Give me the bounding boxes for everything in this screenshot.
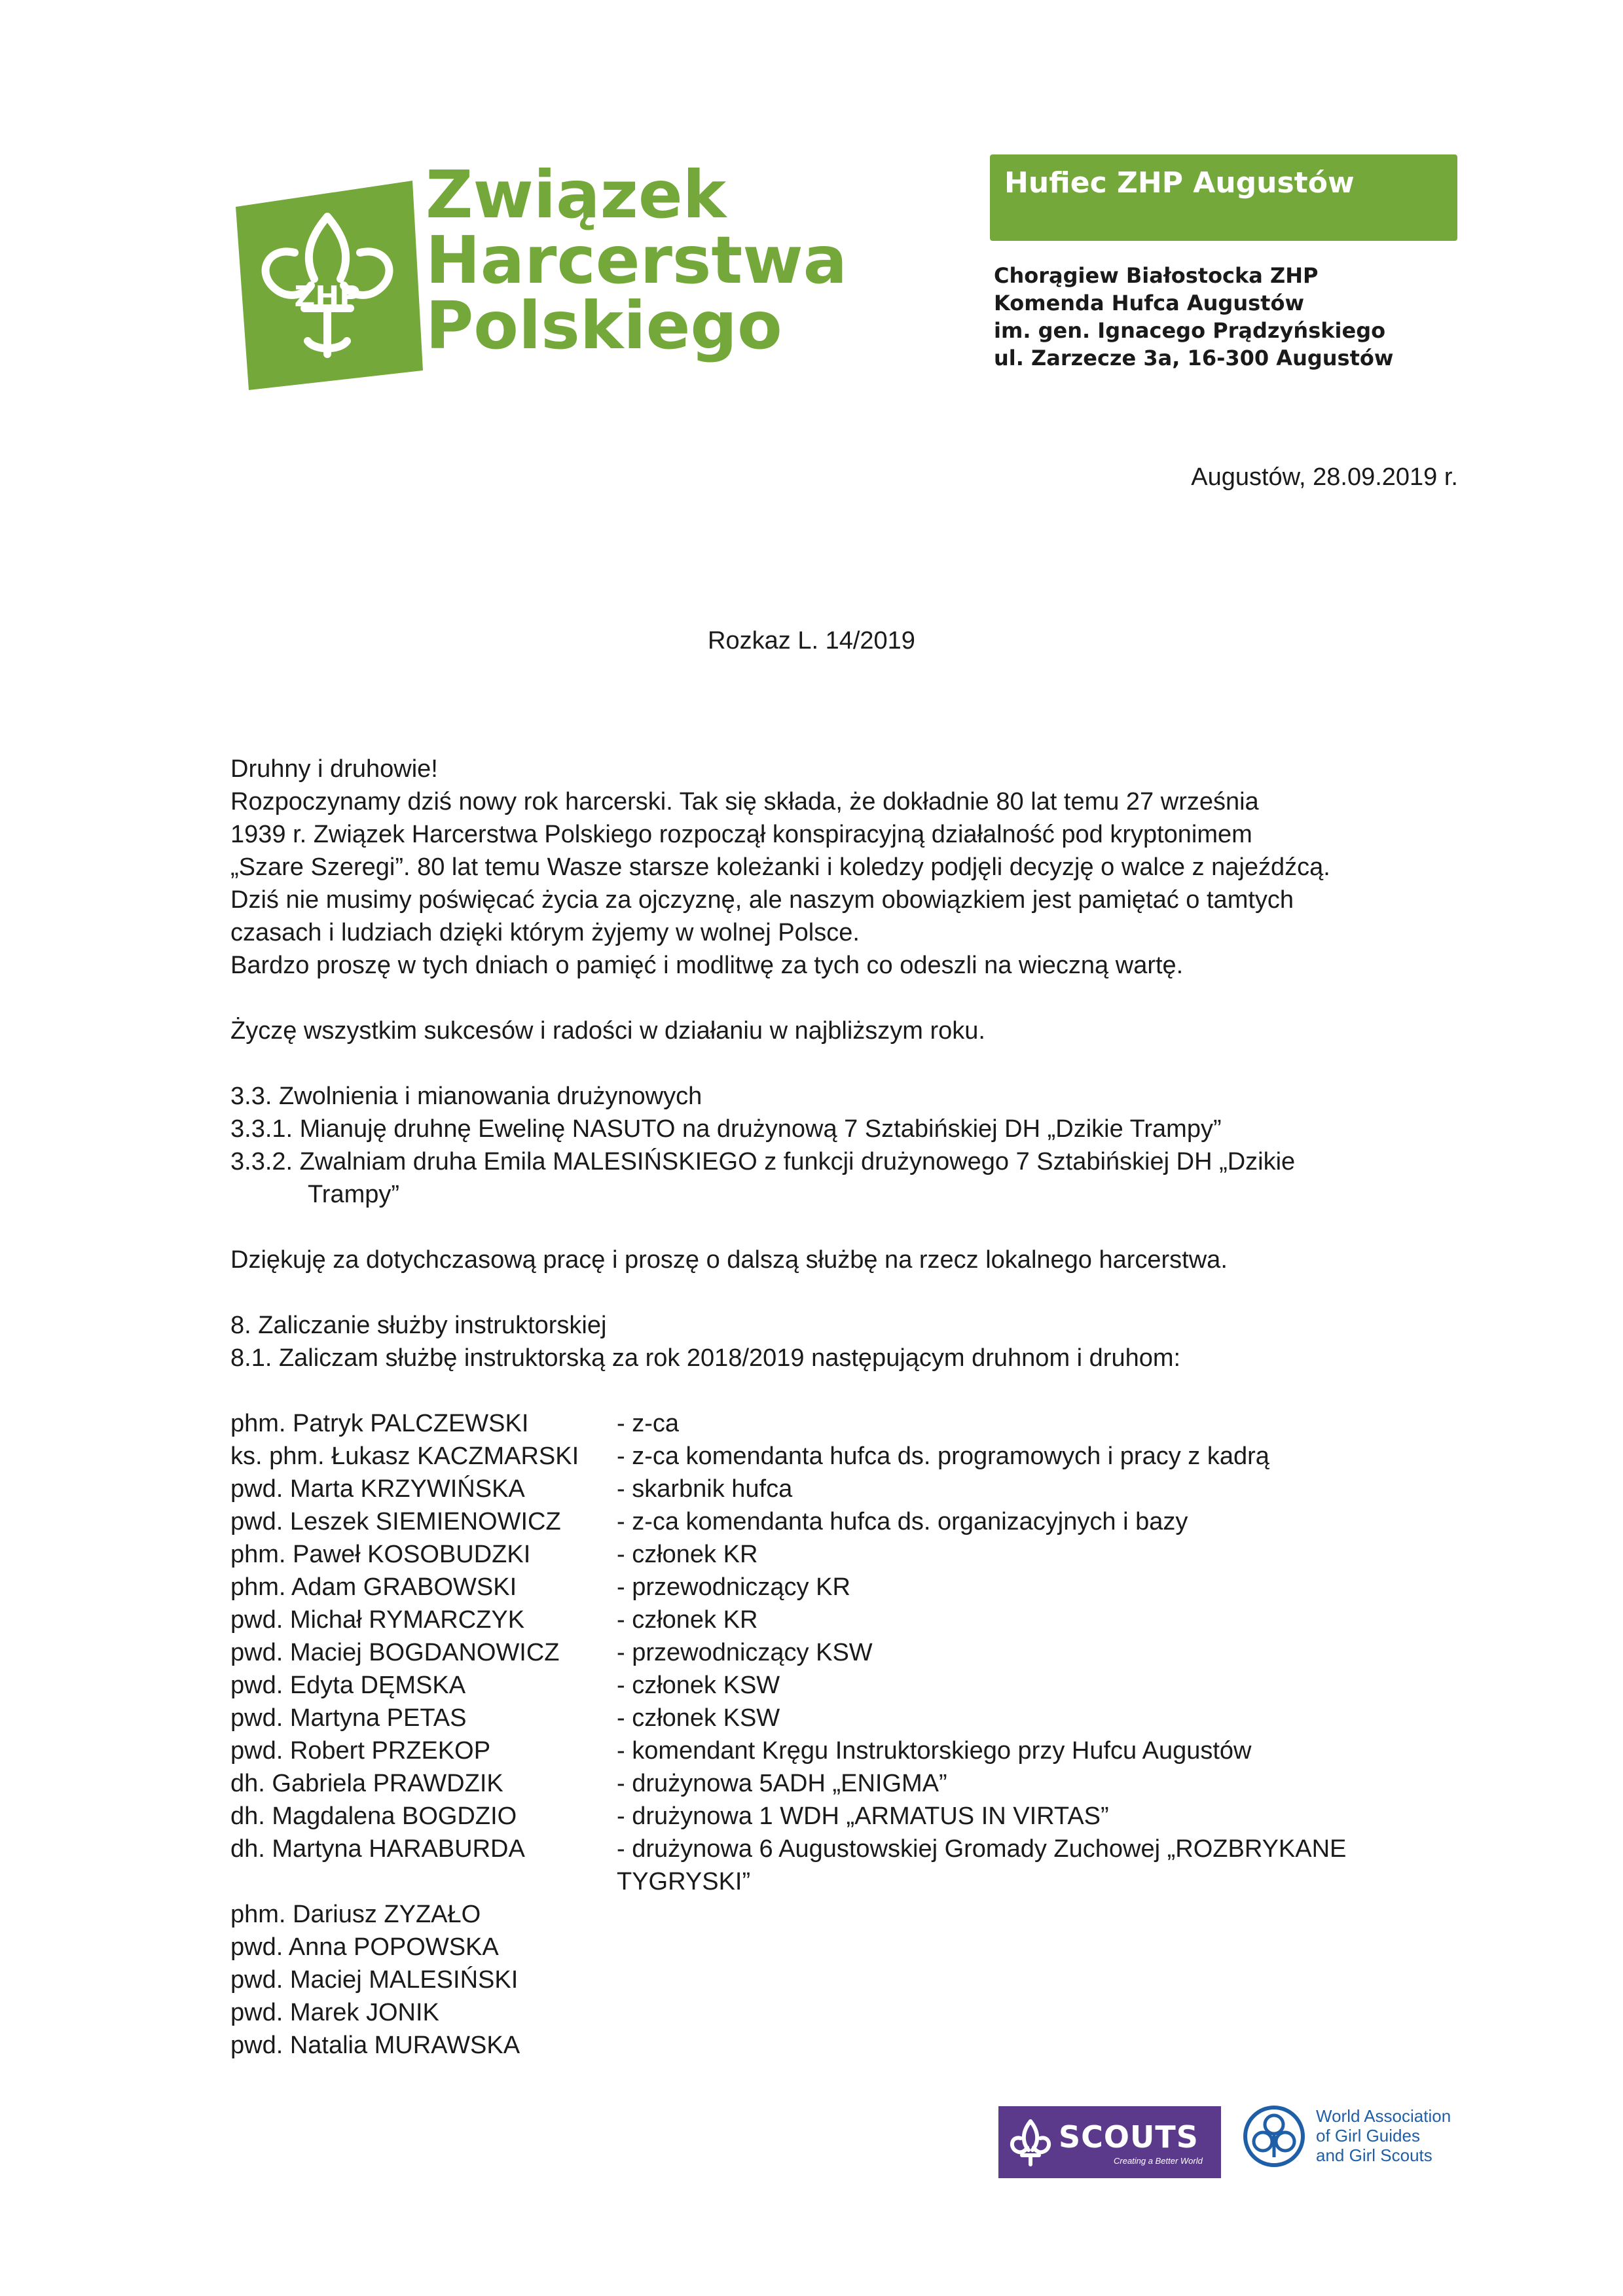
- person-name: pwd. Leszek SIEMIENOWICZ: [230, 1508, 561, 1535]
- table-row: [230, 1964, 1474, 1996]
- wagggs-line: World Association: [1316, 2106, 1451, 2126]
- person-name: pwd. Marek JONIK: [230, 1999, 439, 2026]
- zhp-emblem-text: ZHP: [294, 280, 361, 314]
- intro-line: „Szare Szeregi”. 80 lat temu Wasze starsze koleżanki i koledzy podjęli decyzję o walce z najeźdźcą.: [230, 853, 1330, 881]
- logo-line-3: Polskiego: [426, 287, 782, 364]
- wagggs-line: and Girl Scouts: [1316, 2145, 1432, 2165]
- intro-line: Rozpoczynamy dziś nowy rok harcerski. Tak się składa, że dokładnie 80 lat temu 27 września: [230, 788, 1259, 816]
- table-row: [230, 1505, 1474, 1538]
- person-name: pwd. Maciej MALESIŃSKI: [230, 1966, 519, 1994]
- person-function: - komendant Kręgu Instruktorskiego przy Hufcu Augustów: [617, 1737, 1252, 1765]
- person-function: - z-ca komendanta hufca ds. programowych i pracy z kadrą: [617, 1443, 1269, 1470]
- person-function: [617, 1996, 1474, 2029]
- person-function: [617, 1898, 1474, 1931]
- table-row: [230, 1996, 1474, 2029]
- wagggs-logo-text: [1316, 2106, 1451, 2165]
- person-name: pwd. Marta KRZYWIŃSKA: [230, 1475, 525, 1503]
- table-row: [230, 1898, 1474, 1931]
- person-name: phm. Adam GRABOWSKI: [230, 1573, 517, 1601]
- scouts-logo: [998, 2106, 1221, 2178]
- section-33-heading: 3.3. Zwolnienia i mianowania drużynowych: [230, 1083, 702, 1110]
- person-name: ks. phm. Łukasz KACZMARSKI: [230, 1443, 579, 1470]
- person-name: pwd. Michał RYMARCZYK: [230, 1606, 525, 1634]
- section-8-heading: 8. Zaliczanie służby instruktorskiej: [230, 1312, 607, 1339]
- order-title: Rozkaz L. 14/2019: [708, 627, 915, 655]
- person-function: - z-ca: [617, 1410, 679, 1437]
- table-row: [230, 1833, 1474, 1898]
- wagggs-line: of Girl Guides: [1316, 2126, 1420, 2145]
- person-name: pwd. Edyta DĘMSKA: [230, 1672, 466, 1699]
- unit-name-banner: [990, 154, 1457, 241]
- person-name: pwd. Anna POPOWSKA: [230, 1933, 499, 1961]
- scouts-label: SCOUTS: [1059, 2119, 1199, 2155]
- address-line: Chorągiew Białostocka ZHP: [994, 263, 1319, 288]
- zhp-emblem-icon: [229, 154, 426, 397]
- person-function: - członek KR: [617, 1606, 758, 1634]
- table-row: [230, 1734, 1474, 1767]
- table-row: [230, 1604, 1474, 1636]
- person-name: pwd. Maciej BOGDANOWICZ: [230, 1639, 560, 1666]
- table-row: [230, 1473, 1474, 1505]
- wishes: Życzę wszystkim sukcesów i radości w działaniu w najbliższym roku.: [230, 1017, 985, 1045]
- section-331: 3.3.1. Mianuję druhnę Ewelinę NASUTO na drużynową 7 Sztabińskiej DH „Dzikie Trampy”: [230, 1115, 1222, 1143]
- zhp-logo: [229, 154, 848, 397]
- intro-line: czasach i ludziach dzięki którym żyjemy w wolnej Polsce.: [230, 919, 860, 946]
- greeting: Druhny i druhowie!: [230, 755, 438, 783]
- person-name: dh. Gabriela PRAWDZIK: [230, 1770, 503, 1797]
- table-row: [230, 1931, 1474, 1964]
- person-function: - drużynowa 1 WDH „ARMATUS IN VIRTAS”: [617, 1803, 1109, 1830]
- table-row: [230, 1800, 1474, 1833]
- address-block: [994, 262, 1393, 372]
- instructors-table: [230, 1407, 1474, 2062]
- person-name: pwd. Natalia MURAWSKA: [230, 2032, 520, 2059]
- unit-name: Hufiec ZHP Augustów: [1004, 166, 1355, 200]
- place-date: Augustów, 28.09.2019 r.: [1191, 463, 1458, 491]
- person-name: phm. Dariusz ZYZAŁO: [230, 1901, 481, 1928]
- table-row: [230, 1571, 1474, 1604]
- logo-line-1: Związek: [426, 156, 727, 233]
- table-row: [230, 1767, 1474, 1800]
- table-row: [230, 1407, 1474, 1440]
- table-row: [230, 1538, 1474, 1571]
- thanks: Dziękuję za dotychczasową pracę i proszę o dalszą służbę na rzecz lokalnego harcerstwa.: [230, 1246, 1228, 1274]
- scouts-tagline: Creating a Better World: [1114, 2156, 1203, 2166]
- intro-line: 1939 r. Związek Harcerstwa Polskiego rozpoczął konspiracyjną działalność pod kryptonimem: [230, 821, 1252, 848]
- table-row: [230, 1669, 1474, 1702]
- person-name: dh. Magdalena BOGDZIO: [230, 1803, 517, 1830]
- person-function: - przewodniczący KR: [617, 1573, 850, 1601]
- person-name: dh. Martyna HARABURDA: [230, 1835, 525, 1863]
- person-function: - członek KSW: [617, 1704, 780, 1732]
- section-81: 8.1. Zaliczam służbę instruktorską za rok 2018/2019 następującym druhnom i druhom:: [230, 1344, 1181, 1372]
- person-function: [617, 2029, 1474, 2062]
- table-row: [230, 1440, 1474, 1473]
- section-332: 3.3.2. Zwalniam druha Emila MALESIŃSKIEGO z funkcji drużynowego 7 Sztabińskiej DH „Dzikie: [230, 1148, 1296, 1175]
- logo-line-2: Harcerstwa: [426, 222, 848, 298]
- person-function: - drużynowa 6 Augustowskiej Gromady Zuchowej „ROZBRYKANE TYGRYSKI”: [617, 1835, 1347, 1895]
- table-row: [230, 1636, 1474, 1669]
- address-line: Komenda Hufca Augustów: [994, 291, 1304, 315]
- person-function: - skarbnik hufca: [617, 1475, 793, 1503]
- person-name: pwd. Robert PRZEKOP: [230, 1737, 491, 1765]
- intro-line: Bardzo proszę w tych dniach o pamięć i modlitwę za tych co odeszli na wieczną wartę.: [230, 952, 1184, 979]
- person-function: - przewodniczący KSW: [617, 1639, 873, 1666]
- person-function: - z-ca komendanta hufca ds. organizacyjnych i bazy: [617, 1508, 1188, 1535]
- person-function: - członek KSW: [617, 1672, 780, 1699]
- address-line: im. gen. Ignacego Prądzyńskiego: [994, 318, 1386, 343]
- person-function: [617, 1931, 1474, 1964]
- address-line: ul. Zarzecze 3a, 16-300 Augustów: [994, 346, 1394, 370]
- trefoil-icon: [1241, 2104, 1307, 2169]
- fleur-de-lis-icon: [1008, 2116, 1053, 2168]
- intro-line: Dziś nie musimy poświęcać życia za ojczyznę, ale naszym obowiązkiem jest pamiętać o tamtych: [230, 886, 1294, 914]
- section-332-continued: Trampy”: [308, 1181, 400, 1208]
- person-function: - drużynowa 5ADH „ENIGMA”: [617, 1770, 947, 1797]
- person-name: phm. Patryk PALCZEWSKI: [230, 1410, 529, 1437]
- person-name: phm. Paweł KOSOBUDZKI: [230, 1541, 531, 1568]
- document-body: [230, 753, 1474, 2062]
- person-function: - członek KR: [617, 1541, 758, 1568]
- person-name: pwd. Martyna PETAS: [230, 1704, 467, 1732]
- person-function: [617, 1964, 1474, 1996]
- table-row: [230, 2029, 1474, 2062]
- table-row: [230, 1702, 1474, 1734]
